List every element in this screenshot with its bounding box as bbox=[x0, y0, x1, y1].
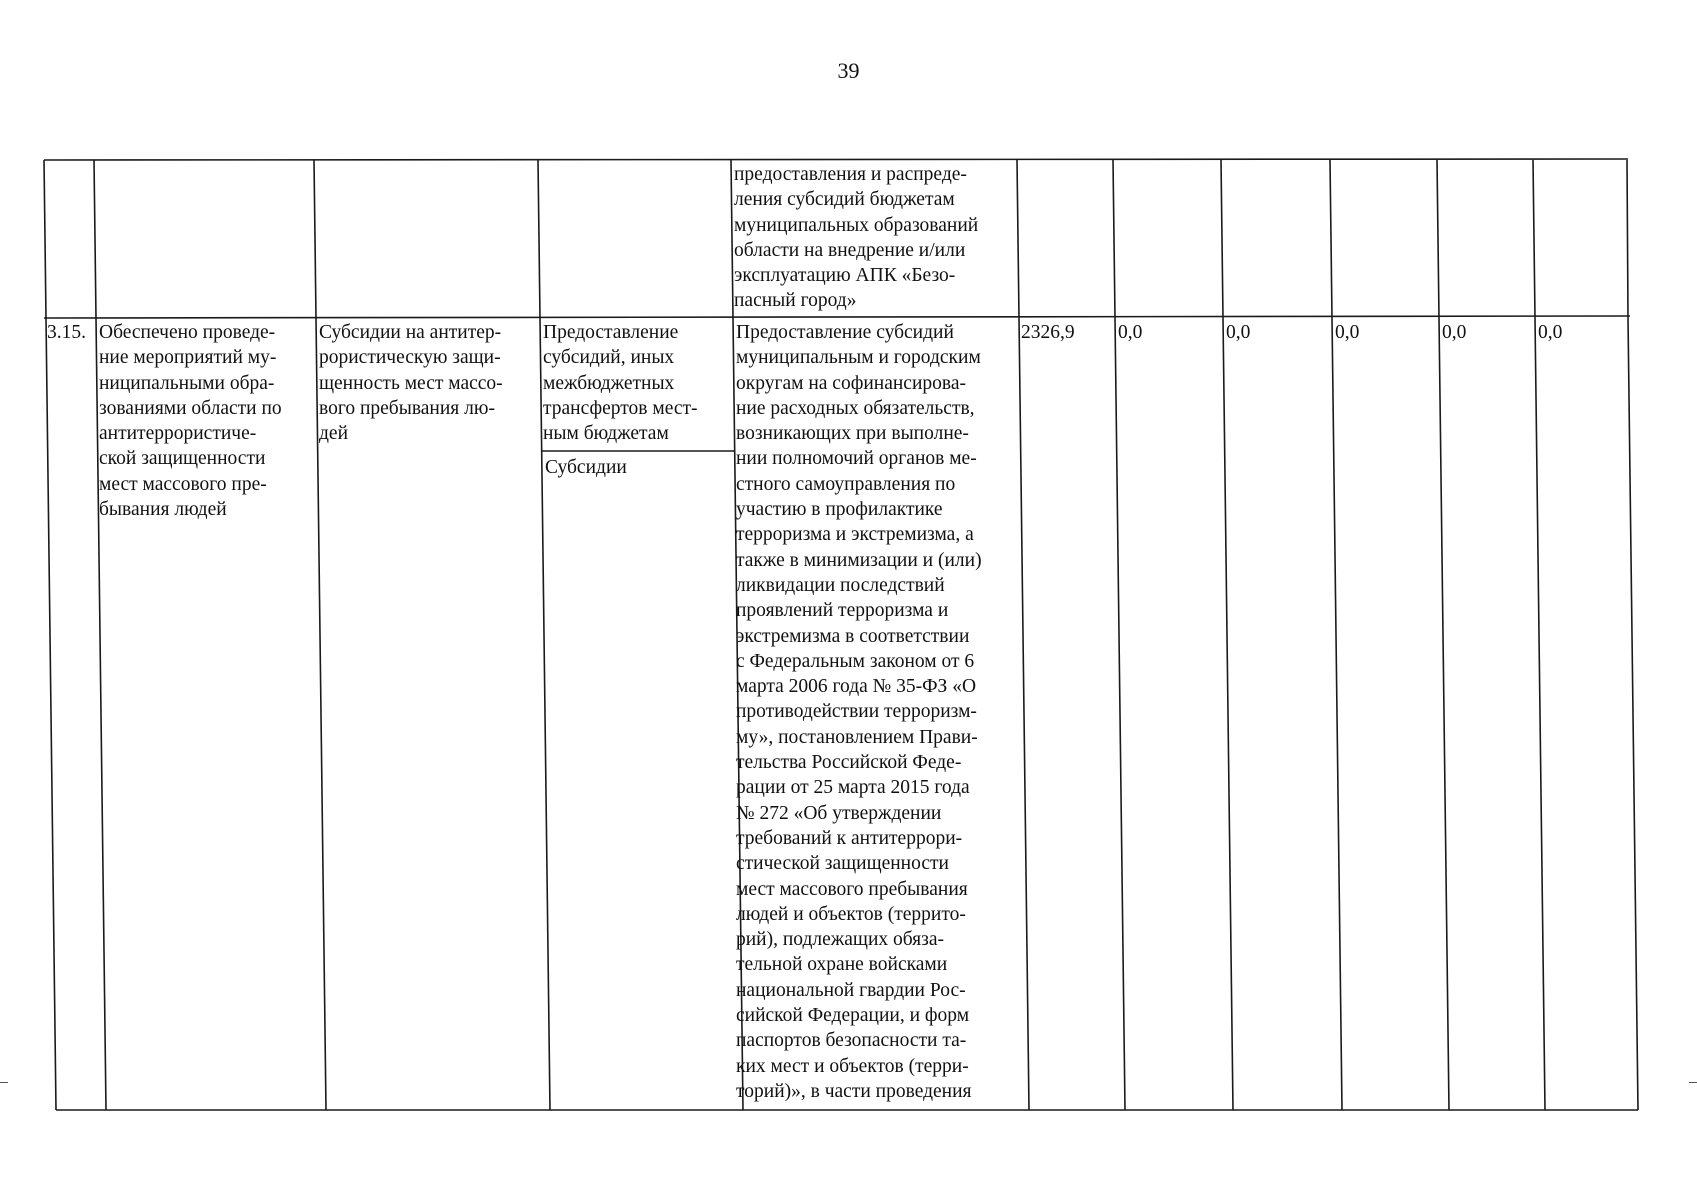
text-line: Субсидии на антитер- bbox=[319, 322, 502, 343]
text-line: экстремизма в соответствии bbox=[736, 625, 970, 647]
col-border-6-top bbox=[1113, 160, 1115, 318]
value-year-4: 0,0 bbox=[1442, 322, 1467, 343]
expense-type-cell bbox=[543, 320, 698, 446]
text-line: тельной охране войсками bbox=[736, 954, 948, 976]
text-line: проявлений терроризма и bbox=[736, 600, 949, 622]
text-line: марта 2006 года № 35-ФЗ «О bbox=[736, 676, 977, 698]
text-line: эксплуатацию АПК «Безо- bbox=[734, 265, 956, 287]
text-line: возникающих при выполне- bbox=[736, 423, 969, 445]
col-border-9-bottom bbox=[1439, 318, 1449, 1110]
value-total: 2326,9 bbox=[1021, 322, 1075, 343]
value-year-3: 0,0 bbox=[1335, 322, 1360, 343]
text-line: пасный город» bbox=[734, 290, 857, 312]
page-number: 39 bbox=[837, 58, 860, 83]
col-border-11-bottom bbox=[1628, 318, 1638, 1110]
right-margin-mark bbox=[1689, 1082, 1697, 1083]
value-year-5: 0,0 bbox=[1538, 322, 1563, 343]
text-line: терроризма и экстремизма, а bbox=[736, 524, 974, 546]
result-cell bbox=[99, 320, 282, 522]
col-border-7-top bbox=[1221, 160, 1223, 318]
text-line: предоставления и распреде- bbox=[734, 164, 967, 185]
col-border-3-top bbox=[538, 160, 540, 318]
col-border-0-bottom bbox=[46, 318, 56, 1110]
col-border-5-top bbox=[1017, 160, 1019, 318]
text-line: ние мероприятий му- bbox=[99, 347, 277, 369]
text-line: стного самоуправления по bbox=[736, 473, 956, 495]
text-line: щенность мест массо- bbox=[319, 372, 503, 394]
text-line: рации от 25 марта 2015 года bbox=[736, 777, 970, 799]
col-border-5-bottom bbox=[1019, 318, 1029, 1110]
text-line: трансфертов мест- bbox=[543, 397, 698, 419]
col-border-10-bottom bbox=[1535, 318, 1545, 1110]
text-line: также в минимизации и (или) bbox=[736, 549, 982, 571]
row-number: 3.15. bbox=[47, 322, 86, 343]
row-separator bbox=[44, 316, 1630, 318]
text-line: стической защищенности bbox=[736, 853, 949, 875]
text-line: рий), подлежащих обяза- bbox=[736, 929, 945, 951]
continuation-description bbox=[734, 162, 978, 314]
expense-subtype: Субсидии bbox=[545, 457, 627, 478]
text-line: ние расходных обязательств, bbox=[736, 397, 975, 419]
col-border-9-top bbox=[1437, 160, 1439, 318]
col-border-10-top bbox=[1533, 160, 1535, 318]
text-line: требований к антитеррори- bbox=[736, 827, 963, 849]
text-line: ниципальными обра- bbox=[99, 372, 275, 394]
text-line: Предоставление субсидий bbox=[736, 322, 954, 343]
text-line: Предоставление bbox=[543, 322, 679, 343]
text-line: участию в профилактике bbox=[736, 499, 943, 521]
col-border-8-top bbox=[1330, 160, 1332, 318]
text-line: муниципальных образований bbox=[734, 214, 979, 236]
text-line: округам на софинансирова- bbox=[736, 372, 966, 394]
col-border-7-bottom bbox=[1223, 318, 1233, 1110]
left-margin-mark bbox=[0, 1082, 8, 1083]
text-line: людей и объектов (террито- bbox=[736, 903, 966, 925]
value-year-1: 0,0 bbox=[1118, 322, 1143, 343]
text-line: ления субсидий бюджетам bbox=[734, 189, 955, 211]
col-border-8-bottom bbox=[1332, 318, 1342, 1110]
col-border-1-top bbox=[94, 160, 96, 318]
text-line: ным бюджетам bbox=[543, 423, 669, 445]
text-line: мест массового пребывания bbox=[736, 878, 968, 900]
text-line: сийской Федерации, и форм bbox=[736, 1005, 970, 1027]
text-line: паспортов безопасности та- bbox=[736, 1030, 967, 1052]
text-line: Обеспечено проведе- bbox=[99, 322, 276, 343]
text-line: мест массового пре- bbox=[99, 473, 267, 495]
text-line: ких мест и объектов (терри- bbox=[736, 1055, 969, 1077]
text-line: торий)», в части проведения bbox=[736, 1080, 972, 1102]
text-line: субсидий, иных bbox=[543, 347, 675, 369]
text-line: противодействии терроризм- bbox=[736, 701, 977, 723]
text-line: бывания людей bbox=[99, 499, 227, 521]
text-line: антитеррористиче- bbox=[99, 423, 257, 445]
text-line: межбюджетных bbox=[543, 372, 675, 394]
text-line: национальной гвардии Рос- bbox=[736, 979, 966, 1001]
text-line: ликвидации последствий bbox=[736, 574, 945, 596]
text-line: зованиями области по bbox=[99, 397, 282, 419]
table-top-border bbox=[44, 159, 1628, 160]
col-border-0-top bbox=[44, 160, 46, 318]
text-line: нии полномочий органов ме- bbox=[736, 448, 977, 470]
text-line: вого пребывания лю- bbox=[319, 397, 495, 419]
col-border-11-top bbox=[1627, 160, 1628, 318]
text-line: му», постановлением Прави- bbox=[736, 726, 978, 748]
text-line: № 272 «Об утверждении bbox=[736, 802, 942, 824]
description-cell bbox=[736, 320, 982, 1104]
measure-cell bbox=[319, 320, 503, 446]
text-line: рористическую защи- bbox=[319, 347, 501, 369]
text-line: с Федеральным законом от 6 bbox=[736, 650, 975, 672]
col-border-6-bottom bbox=[1115, 318, 1125, 1110]
value-year-2: 0,0 bbox=[1226, 322, 1251, 343]
text-line: дей bbox=[319, 423, 349, 445]
col-border-4-top bbox=[731, 160, 733, 318]
text-line: тельства Российской Феде- bbox=[736, 752, 962, 774]
col-border-2-top bbox=[314, 160, 316, 318]
text-line: муниципальным и городским bbox=[736, 347, 981, 369]
text-line: области на внедрение и/или bbox=[734, 239, 966, 261]
text-line: ской защищенности bbox=[99, 448, 266, 470]
